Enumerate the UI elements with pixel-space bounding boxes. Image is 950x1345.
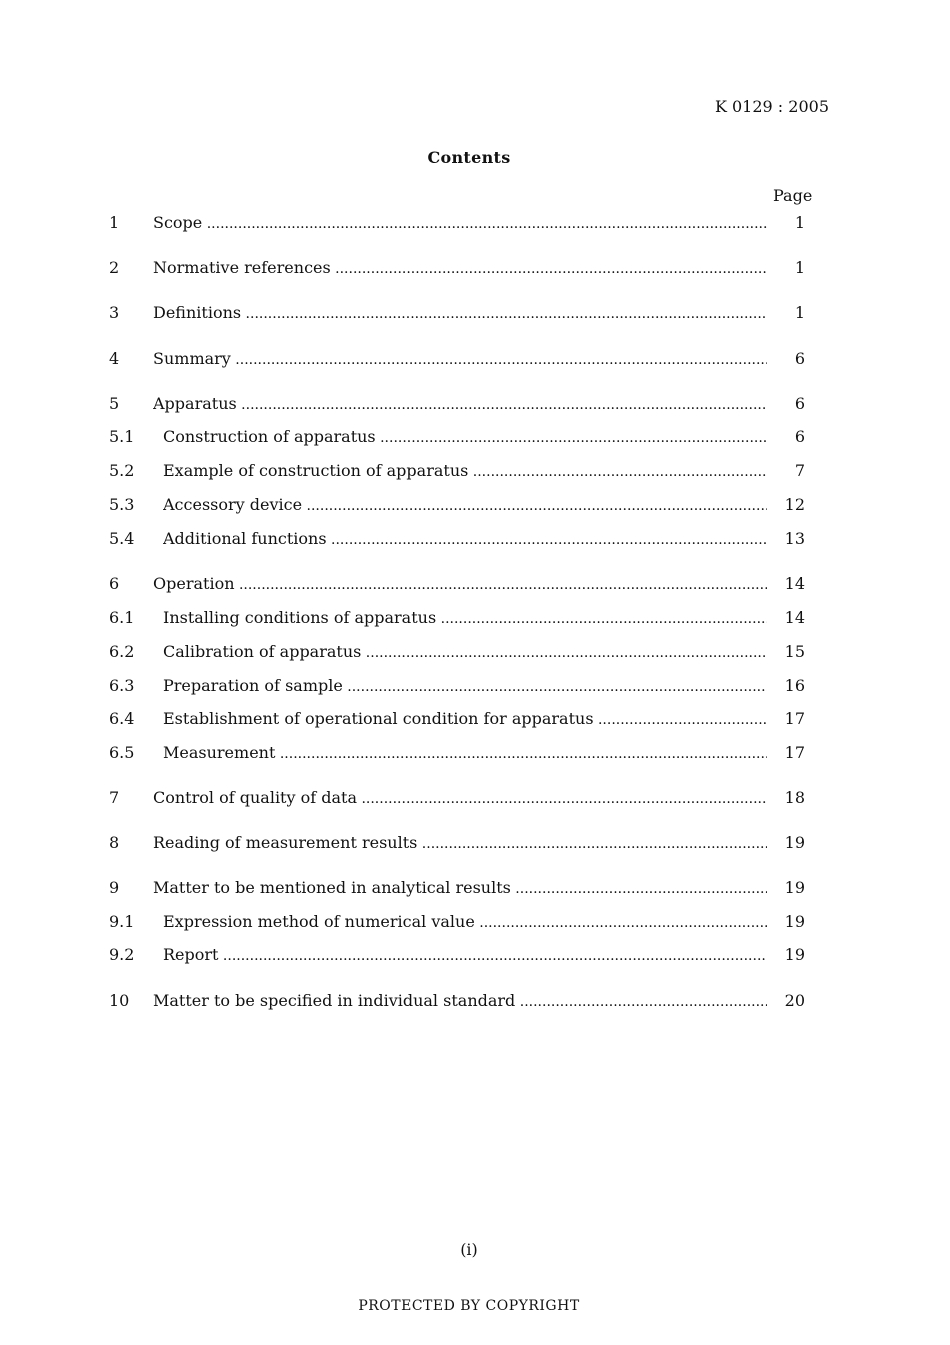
toc-page: 19 (784, 833, 805, 852)
toc-number: 9.2 (109, 945, 135, 964)
toc-label: Calibration of apparatus ..... (163, 642, 767, 661)
toc-page: 19 (784, 878, 805, 897)
toc-label: Apparatus ..... (153, 394, 767, 413)
toc-label: Reading of measurement results ..... (153, 833, 767, 852)
toc-page: 13 (784, 529, 805, 548)
toc-entry-5-1[interactable] (0, 423, 950, 453)
toc-entry-4[interactable] (0, 345, 950, 375)
toc-page: 16 (784, 676, 805, 695)
toc-entry-9-1[interactable] (0, 908, 950, 938)
toc-page: 17 (784, 743, 805, 762)
toc-number: 6.4 (109, 709, 135, 728)
toc-number: 5.3 (109, 495, 135, 514)
toc-page: 6 (794, 394, 805, 413)
toc-label: Expression method of numerical value ..... (163, 912, 767, 931)
toc-page: 14 (784, 574, 805, 593)
toc-number: 5 (109, 394, 120, 413)
toc-label: Accessory device ..... (163, 495, 767, 514)
toc-page: 14 (784, 608, 805, 627)
toc-number: 7 (109, 788, 120, 807)
toc-entry-6-1[interactable] (0, 604, 950, 634)
toc-entry-5-4[interactable] (0, 525, 950, 555)
toc-page: 7 (794, 461, 805, 480)
toc-number: 5.1 (109, 427, 135, 446)
toc-page: 17 (784, 709, 805, 728)
toc-entry-6-5[interactable] (0, 739, 950, 769)
toc-entry-9-2[interactable] (0, 941, 950, 971)
toc-page: 19 (784, 945, 805, 964)
toc-entry-5[interactable] (0, 390, 950, 420)
toc-label: Measurement ..... (163, 743, 767, 762)
toc-label: Control of quality of data ..... (153, 788, 767, 807)
toc-entry-6-3[interactable] (0, 672, 950, 702)
toc-number: 9.1 (109, 912, 135, 931)
toc-page: 18 (784, 788, 805, 807)
toc-number: 6.2 (109, 642, 135, 661)
page-column-label: Page (773, 186, 813, 205)
toc-number: 6 (109, 574, 120, 593)
toc-entry-5-3[interactable] (0, 491, 950, 521)
toc-number: 9 (109, 878, 120, 897)
toc-entry-1[interactable] (0, 209, 950, 239)
toc-page: 6 (794, 427, 805, 446)
copyright-notice: PROTECTED BY COPYRIGHT (358, 1298, 580, 1314)
toc-page: 6 (794, 349, 805, 368)
toc-entry-8[interactable] (0, 829, 950, 859)
toc-page: 15 (784, 642, 805, 661)
toc-label: Normative references ..... (153, 258, 767, 277)
toc-number: 5.4 (109, 529, 135, 548)
toc-number: 5.2 (109, 461, 135, 480)
toc-entry-5-2[interactable] (0, 457, 950, 487)
footer-page-number: (i) (460, 1240, 478, 1259)
toc-label: Installing conditions of apparatus ..... (163, 608, 767, 627)
toc-label: Report ..... (163, 945, 767, 964)
toc-number: 1 (109, 213, 120, 232)
toc-page: 1 (794, 213, 805, 232)
toc-number: 2 (109, 258, 120, 277)
toc-label: Establishment of operational condition for apparatus ..... (163, 709, 767, 728)
toc-entry-6[interactable] (0, 570, 950, 600)
toc-label: Construction of apparatus ..... (163, 427, 767, 446)
toc-label: Operation ..... (153, 574, 767, 593)
toc-page: 19 (784, 912, 805, 931)
toc-label: Preparation of sample ..... (163, 676, 767, 695)
document-id: K 0129 : 2005 (714, 97, 829, 116)
contents-title: Contents (427, 148, 511, 167)
toc-page: 12 (784, 495, 805, 514)
toc-label: Matter to be mentioned in analytical results ..... (153, 878, 767, 897)
toc-label: Example of construction of apparatus ..... (163, 461, 767, 480)
toc-entry-2[interactable] (0, 254, 950, 284)
toc-number: 6.1 (109, 608, 135, 627)
toc-number: 10 (109, 991, 130, 1010)
toc-label: Definitions ..... (153, 303, 767, 322)
toc-number: 8 (109, 833, 120, 852)
toc-entry-10[interactable] (0, 987, 950, 1017)
toc-label: Additional functions ..... (163, 529, 767, 548)
toc-entry-6-4[interactable] (0, 705, 950, 735)
toc-number: 6.5 (109, 743, 135, 762)
toc-entry-6-2[interactable] (0, 638, 950, 668)
toc-label: Matter to be specified in individual standard ..... (153, 991, 767, 1010)
toc-entry-9[interactable] (0, 874, 950, 904)
toc-page: 20 (784, 991, 805, 1010)
toc-number: 6.3 (109, 676, 135, 695)
toc-entry-7[interactable] (0, 784, 950, 814)
toc-number: 4 (109, 349, 120, 368)
toc-entry-3[interactable] (0, 299, 950, 329)
toc-page: 1 (794, 258, 805, 277)
toc-number: 3 (109, 303, 120, 322)
toc-label: Summary ..... (153, 349, 767, 368)
toc-label: Scope ..... (153, 213, 767, 232)
toc-page: 1 (794, 303, 805, 322)
